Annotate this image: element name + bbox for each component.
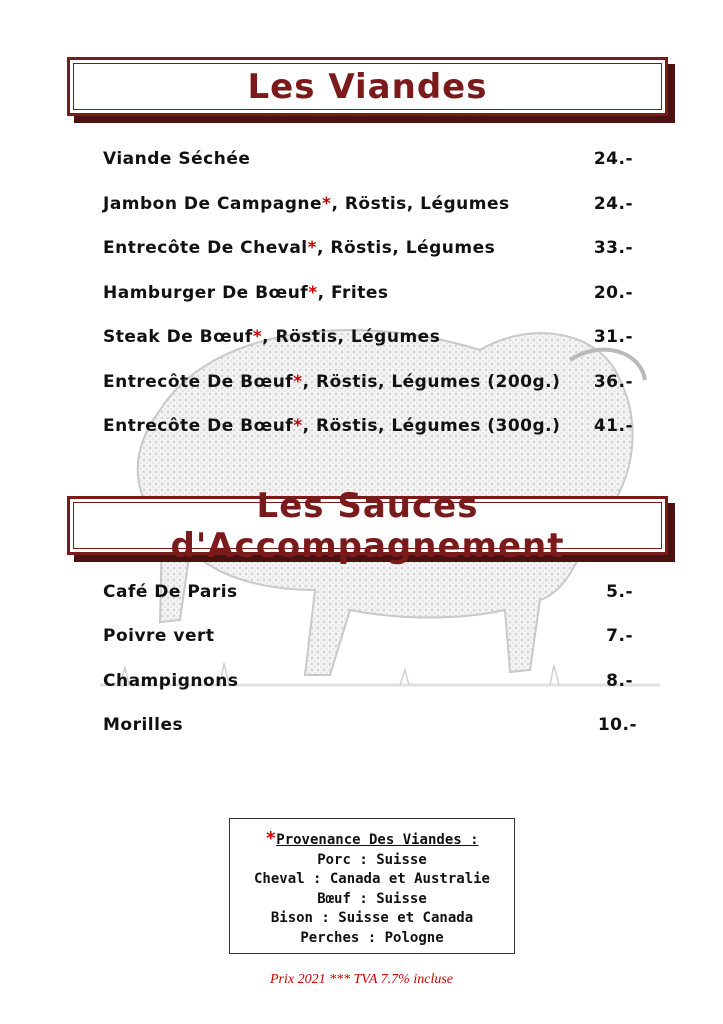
menu-item [103,327,633,351]
item-price: 36.- [593,372,633,392]
provenance-heading: *Provenance Des Viandes : [265,828,479,849]
provenance-line: Perches : Pologne [300,929,444,946]
item-name: Champignons [103,671,239,691]
item-price: 33.- [593,238,633,258]
item-price: 5.- [606,582,633,602]
item-price: 41.- [593,416,633,436]
viandes-title: Les Viandes [247,66,488,107]
sauces-title: Les Sauces d'Accompagnement [170,485,565,566]
menu-item [103,194,633,218]
provenance-line: Bœuf : Suisse [317,890,427,907]
item-price: 31.- [593,327,633,347]
item-name: Café De Paris [103,582,238,602]
item-price: 7.- [606,626,633,646]
menu-item [103,626,633,650]
item-name: Entrecôte De Cheval*, Röstis, Légumes [103,238,496,258]
menu-item [103,372,633,396]
provenance-line: Porc : Suisse [317,851,427,868]
item-price: 8.- [606,671,633,691]
item-price: 10.- [597,715,637,735]
item-name: Hamburger De Bœuf*, Frites [103,283,389,303]
item-name: Entrecôte De Bœuf*, Röstis, Légumes (300g.) [103,416,561,436]
item-name: Viande Séchée [103,149,251,169]
sauces-title-box [67,485,668,566]
item-name: Jambon De Campagne*, Röstis, Légumes [103,194,510,214]
item-name: Morilles [103,715,184,735]
menu-item [103,283,633,307]
menu-item [103,582,633,606]
item-price: 20.- [593,283,633,303]
provenance-box [229,818,515,954]
item-name: Entrecôte De Bœuf*, Röstis, Légumes (200g.) [103,372,561,392]
menu-item [103,149,633,173]
provenance-line: Cheval : Canada et Australie [253,871,490,887]
price-footnote: Prix 2021 *** TVA 7.7% incluse [269,972,454,987]
item-name: Poivre vert [103,626,215,646]
viandes-title-box [67,57,668,116]
provenance-line: Bison : Suisse et Canada [270,910,474,926]
item-name: Steak De Bœuf*, Röstis, Légumes [103,327,441,347]
item-price: 24.- [593,194,633,214]
menu-item [103,416,633,440]
menu-item [103,671,633,695]
menu-item [103,238,633,262]
item-price: 24.- [593,149,633,169]
menu-item [103,715,637,739]
